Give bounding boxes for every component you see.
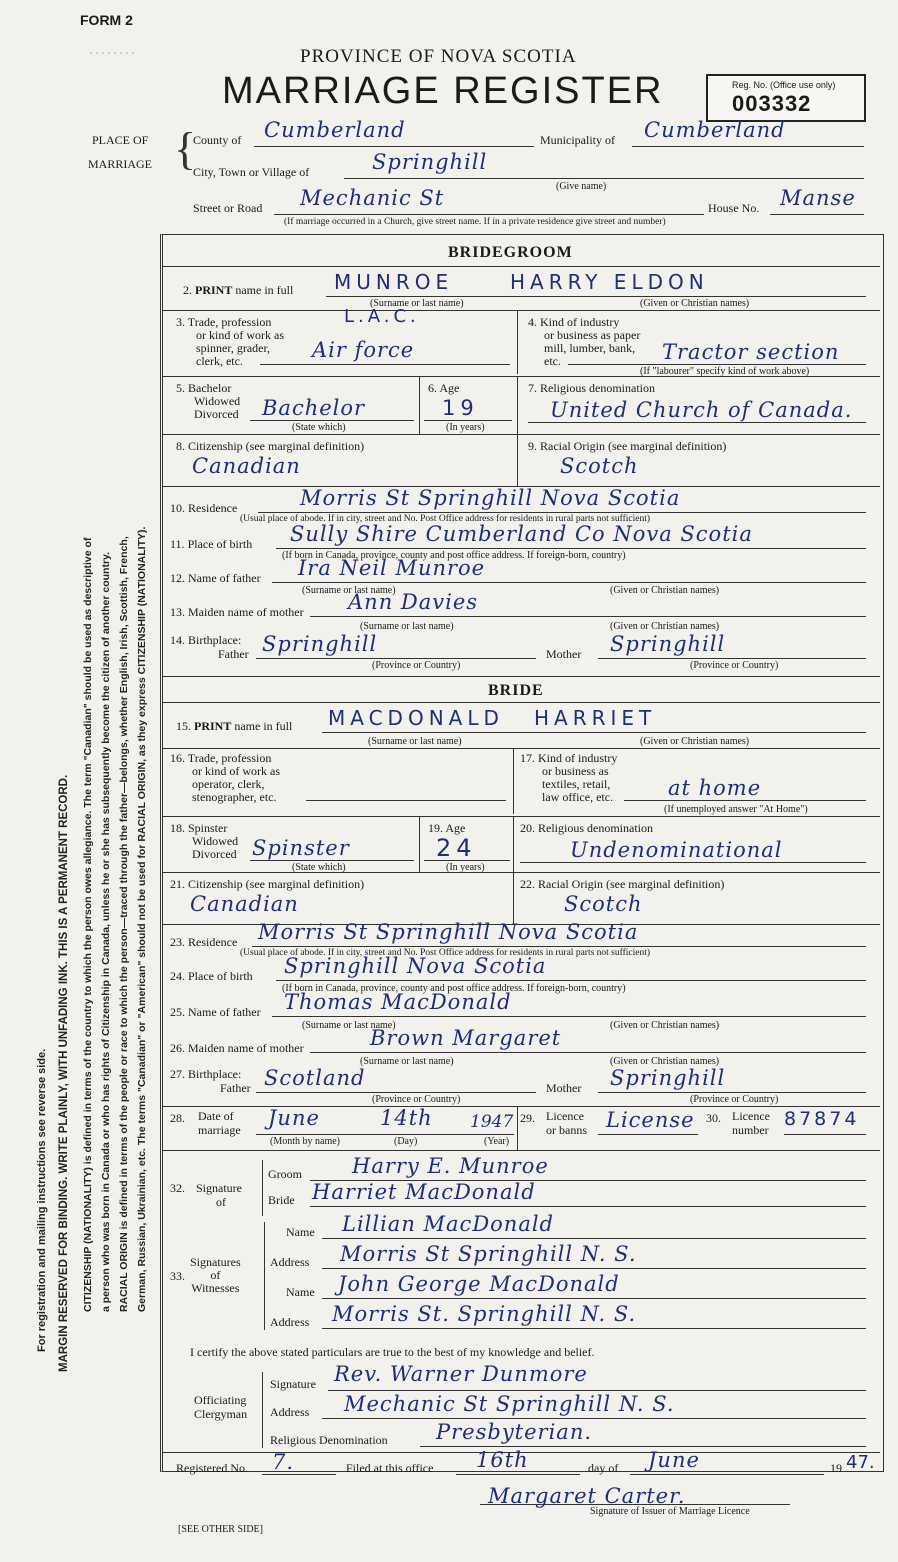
groom-trade-label <box>176 316 284 368</box>
label-line: Widowed <box>192 834 239 848</box>
place-of-label: PLACE OF <box>92 133 149 147</box>
caption: (If unemployed answer "At Home") <box>664 804 808 815</box>
line <box>624 800 866 801</box>
groom-citizenship: Canadian <box>192 454 301 478</box>
groom-racial: Scotch <box>560 454 639 478</box>
bride-surname: MACDONALD <box>328 706 504 730</box>
label-line: Widowed <box>194 394 241 408</box>
groom-status-label <box>176 382 240 421</box>
bride-residence-label <box>170 936 237 949</box>
line <box>528 422 866 423</box>
caption: (State which) <box>292 422 346 433</box>
sig-label-1: Signature <box>196 1181 242 1195</box>
line <box>272 582 866 583</box>
rule <box>162 376 880 377</box>
wit1-address: Morris St Springhill N. S. <box>340 1242 637 1266</box>
municipality-value: Cumberland <box>644 118 786 142</box>
wit2-name-label: Name <box>286 1285 315 1299</box>
field-no: 15. <box>176 719 191 733</box>
brace-mark: { <box>174 123 197 174</box>
clergy-label-1: Officiating <box>194 1393 247 1407</box>
bride-status: Spinster <box>252 836 350 860</box>
line <box>322 1418 866 1419</box>
bride-industry-label <box>520 752 617 804</box>
line <box>306 800 506 801</box>
year-prefix: 19 <box>830 1461 842 1475</box>
caption: (Province or Country) <box>690 1094 779 1105</box>
rule <box>162 676 880 677</box>
sig-no: 32. <box>170 1181 185 1195</box>
date-label-1: Date of <box>198 1109 234 1123</box>
wit1-address-label: Address <box>270 1255 310 1269</box>
clergy-religion-label: Religious Denomination <box>270 1433 388 1447</box>
line <box>784 1134 866 1135</box>
line <box>256 658 536 659</box>
brace-line <box>262 1372 263 1448</box>
field-text: Name of father <box>188 571 261 585</box>
line <box>322 732 866 733</box>
issuer-caption: Signature of Issuer of Marriage Licence <box>590 1506 750 1517</box>
caption: (Surname or last name) <box>370 298 464 309</box>
bride-bp-father: Scotland <box>264 1066 366 1090</box>
field-text: name in full <box>235 283 294 297</box>
wit-label <box>190 1256 241 1295</box>
divider <box>513 748 514 814</box>
bride-trade-label <box>170 752 280 804</box>
document-title: MARRIAGE REGISTER <box>222 70 664 112</box>
bride-citizenship-label: 21. Citizenship (see marginal definition) <box>170 877 365 891</box>
label-line: stenographer, etc. <box>192 790 277 804</box>
field-text: Residence <box>188 501 238 515</box>
rule <box>162 872 880 873</box>
caption: (In years) <box>446 422 485 433</box>
bride-birthplace-label <box>170 970 253 983</box>
filed-year: 47. <box>846 1452 875 1473</box>
divider <box>419 816 420 872</box>
bride-sig-label: Bride <box>268 1193 295 1207</box>
registration-number-box <box>706 74 866 122</box>
groom-mother: Ann Davies <box>348 590 479 614</box>
caption: (Province or Country) <box>372 1094 461 1105</box>
county-line <box>254 146 534 147</box>
licence-type: License <box>606 1108 695 1132</box>
bride-religion-label: 20. Religious denomination <box>520 821 653 835</box>
groom-bp-father-label: Father <box>218 647 249 661</box>
wit2-address-label: Address <box>270 1315 310 1329</box>
province-heading: PROVINCE OF NOVA SCOTIA <box>300 46 577 67</box>
label-line: spinner, grader, <box>196 341 271 355</box>
groom-bp-father: Springhill <box>262 632 378 656</box>
line <box>258 512 866 513</box>
groom-surname: MUNROE <box>334 270 454 294</box>
bride-heading: BRIDE <box>488 682 544 699</box>
field-no: 14. <box>170 633 185 647</box>
give-name-caption: (Give name) <box>556 181 607 192</box>
licence-label-2: or banns <box>546 1123 587 1137</box>
groom-residence: Morris St Springhill Nova Scotia <box>300 486 681 510</box>
brace-line <box>264 1222 265 1330</box>
groom-citizenship-label: 8. Citizenship (see marginal definition) <box>176 439 365 453</box>
bride-mother-label <box>170 1042 304 1055</box>
clergy-sig-label: Signature <box>270 1377 316 1391</box>
side-note-instructions: For registration and mailing instructions see reverse side. <box>36 1048 48 1352</box>
field-text: Birthplace: <box>188 1067 242 1081</box>
field-no: 25. <box>170 1005 185 1019</box>
label-line: Divorced <box>192 847 237 861</box>
reg-number-label: Reg. No. (Office use only) <box>732 80 836 90</box>
licence-num-label-2: number <box>732 1123 769 1137</box>
caption: (Province or Country) <box>690 660 779 671</box>
field-no: 24. <box>170 969 185 983</box>
groom-bp-label <box>170 634 241 647</box>
bride-bp-mother-label: Mother <box>546 1081 582 1095</box>
line <box>598 1092 866 1093</box>
label-line: or kind of work as <box>196 328 284 342</box>
line <box>520 862 866 863</box>
licence-num-label-1: Licence <box>732 1109 770 1123</box>
clergy-religion: Presbyterian. <box>436 1420 593 1444</box>
label-line: etc. <box>544 354 561 368</box>
side-note-permanent-record: MARGIN RESERVED FOR BINDING. WRITE PLAINLY, WITH UNFADING INK. THIS IS A PERMANENT RECORD. <box>58 774 70 1372</box>
registered-label: Registered No. <box>176 1461 248 1475</box>
label-line: mill, lumber, bank, <box>544 341 636 355</box>
bride-signature: Harriet MacDonald <box>312 1180 536 1204</box>
registered-number: 7. <box>272 1450 295 1474</box>
divider <box>517 310 518 374</box>
county-value: Cumberland <box>264 118 406 142</box>
line <box>480 1504 790 1505</box>
wit1-name-label: Name <box>286 1225 315 1239</box>
caption: (Usual place of abode. If in city, street and No. Post Office address for residents in rural parts not sufficient) <box>240 948 651 958</box>
field-text: Name of father <box>188 1005 261 1019</box>
caption: (If born in Canada, province, county and post office address. If foreign-born, country) <box>282 550 626 561</box>
wit2-address: Morris St. Springhill N. S. <box>332 1302 637 1326</box>
field-no: 2. <box>183 283 192 297</box>
line <box>310 1052 866 1053</box>
line <box>322 1328 866 1329</box>
filed-month: June <box>648 1448 700 1472</box>
groom-bp-mother: Springhill <box>610 632 726 656</box>
bride-racial: Scotch <box>564 892 643 916</box>
municipality-line <box>632 146 864 147</box>
city-line <box>344 178 864 179</box>
day-of-label: day of <box>588 1461 619 1475</box>
label-line: 3. Trade, profession <box>176 315 272 329</box>
dash-mark <box>88 52 138 54</box>
caption: (Surname or last name) <box>360 621 454 632</box>
licence-number: 87874 <box>784 1108 860 1130</box>
field-no: 27. <box>170 1067 185 1081</box>
label-line: textiles, retail, <box>542 777 611 791</box>
licence-num-no: 30. <box>706 1111 721 1125</box>
caption: (Given or Christian names) <box>640 736 750 747</box>
clergy-signature: Rev. Warner Dunmore <box>334 1362 588 1386</box>
line <box>598 658 866 659</box>
bride-age: 24 <box>436 834 477 862</box>
line <box>260 364 510 365</box>
label-line: Divorced <box>194 407 239 421</box>
label-line: 16. Trade, profession <box>170 751 272 765</box>
label-line: of <box>210 1268 221 1282</box>
caption: (State which) <box>292 862 346 873</box>
line <box>456 1474 580 1475</box>
field-text: name in full <box>234 719 293 733</box>
marriage-year: 1947 <box>470 1112 514 1132</box>
print-word: PRINT <box>194 719 232 733</box>
wit-no: 33. <box>170 1269 185 1283</box>
field-no: 12. <box>170 571 185 585</box>
bride-father-label <box>170 1006 261 1019</box>
sig-label-2: of <box>216 1195 226 1209</box>
filed-day: 16th <box>476 1448 529 1472</box>
caption: (Given or Christian names) <box>610 1020 720 1031</box>
field-no: 10. <box>170 501 185 515</box>
groom-trade-1: L.A.C. <box>344 306 420 327</box>
line <box>250 860 414 861</box>
see-other-side: [SEE OTHER SIDE] <box>178 1524 263 1535</box>
line <box>420 1446 866 1447</box>
marriage-day: 14th <box>380 1106 433 1130</box>
bride-father: Thomas MacDonald <box>284 990 512 1014</box>
rule <box>162 702 880 703</box>
label-line: 17. Kind of industry <box>520 751 618 765</box>
line <box>310 1206 866 1207</box>
line <box>322 1268 866 1269</box>
rule <box>162 434 880 435</box>
groom-trade-2: Air force <box>312 338 415 362</box>
label-line: or kind of work as <box>192 764 280 778</box>
filed-label: Filed at this office <box>346 1461 434 1475</box>
groom-religion: United Church of Canada. <box>550 398 853 422</box>
line <box>256 1134 514 1135</box>
label-line: 4. Kind of industry <box>528 315 620 329</box>
side-note-citizenship-2: a person who was born in Canada or who has rights of Citizenship in Canada, unless he or she has subsequently become the citizen of another country. <box>100 551 112 1312</box>
bride-bp-father-label: Father <box>220 1081 251 1095</box>
groom-age: 19 <box>442 396 479 420</box>
side-note-racial-2: German, Russian, Ukrainian, etc. The terms "Canadian" or "American" should not be used for RACIAL ORIGIN, as they express CITIZENSHIP (NATIONALITY). <box>136 526 148 1312</box>
house-line <box>770 214 864 215</box>
reg-number-value: 003332 <box>732 91 812 116</box>
issuer-signature: Margaret Carter. <box>488 1484 686 1508</box>
line <box>328 1390 866 1391</box>
groom-sig-label: Groom <box>268 1167 302 1181</box>
house-value: Manse <box>780 186 856 210</box>
rule <box>162 1150 880 1151</box>
label-line: or business as <box>542 764 609 778</box>
county-label: County of <box>193 133 242 147</box>
groom-industry-label <box>528 316 640 368</box>
line <box>250 420 414 421</box>
groom-bp-mother-label: Mother <box>546 647 582 661</box>
field-no: 23. <box>170 935 185 949</box>
divider <box>517 434 518 486</box>
line <box>322 1238 866 1239</box>
label-line: 5. Bachelor <box>176 381 232 395</box>
side-note-racial-1: RACIAL ORIGIN is defined in terms of the people or race to which the person—traced through the father—belongs, whether English, Irish, Scottish, French, <box>118 536 130 1312</box>
line <box>276 980 866 981</box>
groom-birthplace: Sully Shire Cumberland Co Nova Scotia <box>290 522 753 546</box>
line <box>630 1474 824 1475</box>
rule <box>162 748 880 749</box>
marriage-label: MARRIAGE <box>88 157 153 171</box>
bride-racial-label: 22. Racial Origin (see marginal definition) <box>520 877 725 891</box>
caption: (Usual place of abode. If in city, street and No. Post Office address for residents in rural parts not sufficient) <box>240 514 651 524</box>
wit2-name: John George MacDonald <box>338 1272 620 1296</box>
groom-father: Ira Neil Munroe <box>298 556 486 580</box>
line <box>252 946 866 947</box>
groom-name-line <box>326 296 866 297</box>
groom-religion-label: 7. Religious denomination <box>528 381 655 395</box>
bridegroom-heading: BRIDEGROOM <box>448 244 573 261</box>
field-text: Birthplace: <box>188 633 242 647</box>
caption: (Given or Christian names) <box>610 585 720 596</box>
clergy-address-label: Address <box>270 1405 310 1419</box>
licence-no: 29. <box>520 1111 535 1125</box>
bride-birthplace: Springhill Nova Scotia <box>284 954 547 978</box>
licence-label-1: Licence <box>546 1109 584 1123</box>
line <box>598 1134 698 1135</box>
line <box>276 548 866 549</box>
field-text: Place of birth <box>188 969 253 983</box>
marriage-month: June <box>268 1106 320 1130</box>
wit1-name: Lillian MacDonald <box>342 1212 554 1236</box>
brace-line <box>262 1160 263 1216</box>
caption: (In years) <box>446 862 485 873</box>
field-text: Place of birth <box>187 537 253 551</box>
caption: (Given or Christian names) <box>610 1056 720 1067</box>
label-line: operator, clerk, <box>192 777 265 791</box>
label-line: Signatures <box>190 1255 241 1269</box>
bride-status-label <box>170 822 238 861</box>
divider <box>419 376 420 434</box>
label-line: law office, etc. <box>542 790 614 804</box>
groom-birthplace-label <box>170 538 252 551</box>
bride-industry: at home <box>668 776 762 800</box>
rule <box>162 816 880 817</box>
bride-religion: Undenominational <box>570 838 783 862</box>
bride-age-label: 19. Age <box>428 821 466 835</box>
divider <box>513 816 514 872</box>
side-note-citizenship-1: CITIZENSHIP (NATIONALITY) is defined in terms of the country to which the person owes allegiance. The term "Canadian" should be used as descriptive of <box>82 537 94 1312</box>
city-value: Springhill <box>372 150 488 174</box>
groom-father-label <box>170 572 261 585</box>
bride-bp-mother: Springhill <box>610 1066 726 1090</box>
bride-mother: Brown Margaret <box>370 1026 562 1050</box>
line <box>568 364 866 365</box>
bride-name-label <box>176 720 292 733</box>
form-number: FORM 2 <box>80 12 133 28</box>
line <box>272 1016 866 1017</box>
bride-given-names: HARRIET <box>534 706 657 730</box>
street-value: Mechanic St <box>300 186 445 210</box>
caption: (If born in Canada, province, county and post office address. If foreign-born, country) <box>282 983 626 994</box>
bride-citizenship: Canadian <box>190 892 299 916</box>
place-note: (If marriage occurred in a Church, give street name. If in a private residence give street and number) <box>284 217 666 227</box>
label-line: clerk, etc. <box>196 354 243 368</box>
field-text: Maiden name of mother <box>188 1041 304 1055</box>
groom-status: Bachelor <box>262 396 366 420</box>
groom-age-label: 6. Age <box>428 381 460 395</box>
line <box>322 1298 866 1299</box>
label-line: or business as paper <box>544 328 641 342</box>
divider <box>517 376 518 434</box>
print-word: PRINT <box>195 283 233 297</box>
divider <box>513 872 514 924</box>
groom-signature: Harry E. Munroe <box>352 1154 549 1178</box>
bride-bp-label <box>170 1068 241 1081</box>
city-label: City, Town or Village of <box>193 165 310 179</box>
line <box>256 1092 536 1093</box>
caption: (If "labourer" specify kind of work above) <box>640 366 810 377</box>
caption: (Province or Country) <box>372 660 461 671</box>
certify-text: I certify the above stated particulars are true to the best of my knowledge and belief. <box>190 1345 595 1359</box>
divider <box>517 1106 518 1150</box>
date-no: 28. <box>170 1111 185 1125</box>
municipality-label: Municipality of <box>540 133 615 147</box>
line <box>262 1474 336 1475</box>
label-line: 18. Spinster <box>170 821 228 835</box>
groom-name-label <box>183 284 293 297</box>
street-label: Street or Road <box>193 201 263 215</box>
date-label-2: marriage <box>198 1123 241 1137</box>
groom-mother-label <box>170 606 304 619</box>
groom-industry: Tractor section <box>662 340 840 364</box>
caption: (Surname or last name) <box>302 585 396 596</box>
caption: (Given or Christian names) <box>640 298 750 309</box>
caption: (Surname or last name) <box>360 1056 454 1067</box>
line <box>424 860 510 861</box>
bride-residence: Morris St Springhill Nova Scotia <box>258 920 639 944</box>
rule <box>162 266 880 267</box>
caption: (Surname or last name) <box>302 1020 396 1031</box>
line <box>424 420 512 421</box>
clergy-label-2: Clergyman <box>194 1407 248 1421</box>
field-no: 11. <box>170 537 185 551</box>
caption: (Day) <box>394 1136 418 1147</box>
groom-residence-label <box>170 502 237 515</box>
groom-given-names: HARRY ELDON <box>510 270 709 294</box>
house-label: House No. <box>708 201 760 215</box>
rule <box>162 310 880 311</box>
field-no: 26. <box>170 1041 185 1055</box>
field-no: 13. <box>170 605 185 619</box>
clergy-address: Mechanic St Springhill N. S. <box>344 1392 675 1416</box>
caption: (Given or Christian names) <box>610 621 720 632</box>
caption: (Surname or last name) <box>368 736 462 747</box>
label-line: Witnesses <box>191 1281 240 1295</box>
caption: (Month by name) <box>270 1136 340 1147</box>
caption: (Year) <box>484 1136 510 1147</box>
groom-racial-label: 9. Racial Origin (see marginal definition) <box>528 439 727 453</box>
line <box>310 616 866 617</box>
field-text: Maiden name of mother <box>188 605 304 619</box>
field-text: Residence <box>188 935 238 949</box>
street-line <box>274 214 704 215</box>
